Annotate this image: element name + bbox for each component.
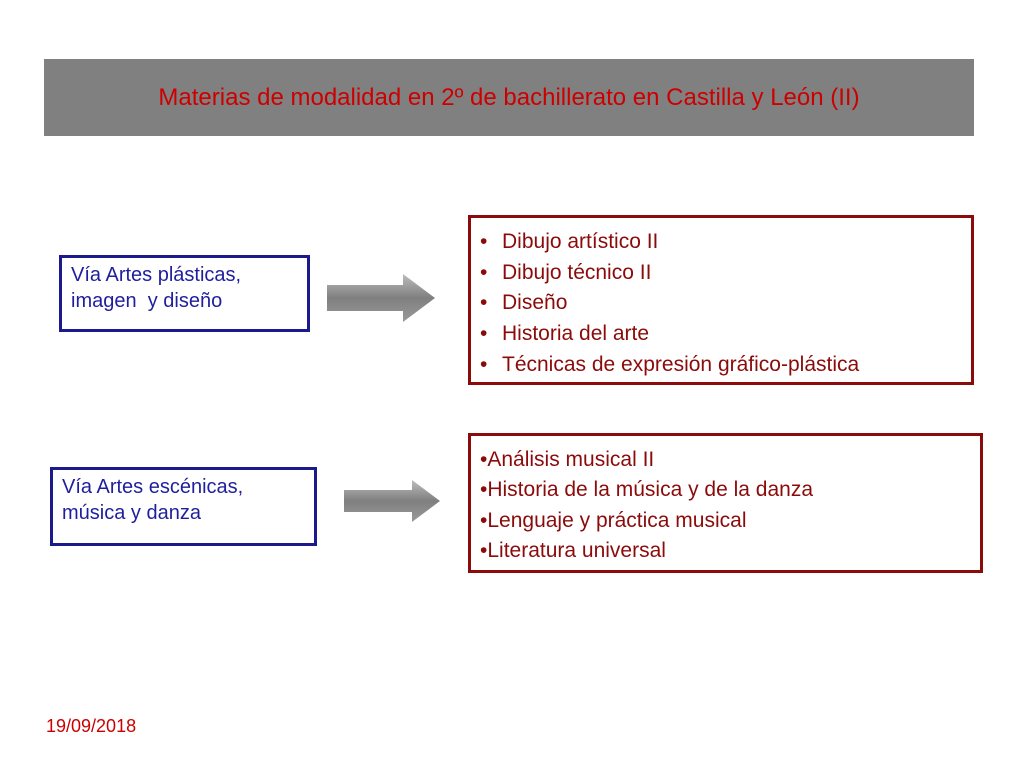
- subjects-box-artes-plasticas: [468, 215, 974, 385]
- subjects-box-artes-escenicas: [468, 433, 983, 573]
- list-item: • Historia del arte: [480, 319, 961, 350]
- list-item: • Dibujo artístico II: [480, 227, 961, 258]
- right-arrow-icon: [342, 478, 442, 524]
- list-item: •Lenguaje y práctica musical: [480, 508, 747, 532]
- list-item: •Literatura universal: [480, 538, 666, 562]
- list-item: • Técnicas de expresión gráfico-plástica: [480, 350, 961, 381]
- via-line: Vía Artes escénicas,: [62, 476, 244, 498]
- right-arrow-icon: [325, 272, 437, 324]
- via-line: música y danza: [62, 502, 201, 524]
- via-box-artes-escenicas: [50, 467, 317, 546]
- list-item: •Historia de la música y de la danza: [480, 478, 814, 502]
- via-box-artes-plasticas: [59, 255, 310, 332]
- list-item: • Dibujo técnico II: [480, 258, 961, 289]
- subject-list: [480, 445, 970, 566]
- list-item: • Diseño: [480, 288, 961, 319]
- via-line: imagen y diseño: [71, 290, 223, 312]
- list-item: •Análisis musical II: [480, 448, 655, 471]
- title-bar: [44, 59, 974, 136]
- subject-list: [480, 227, 961, 381]
- slide-title: Materias de modalidad en 2º de bachillerato en Castilla y León (II): [158, 83, 860, 111]
- footer-date: 19/09/2018: [46, 716, 137, 736]
- via-line: Vía Artes plásticas,: [71, 264, 242, 286]
